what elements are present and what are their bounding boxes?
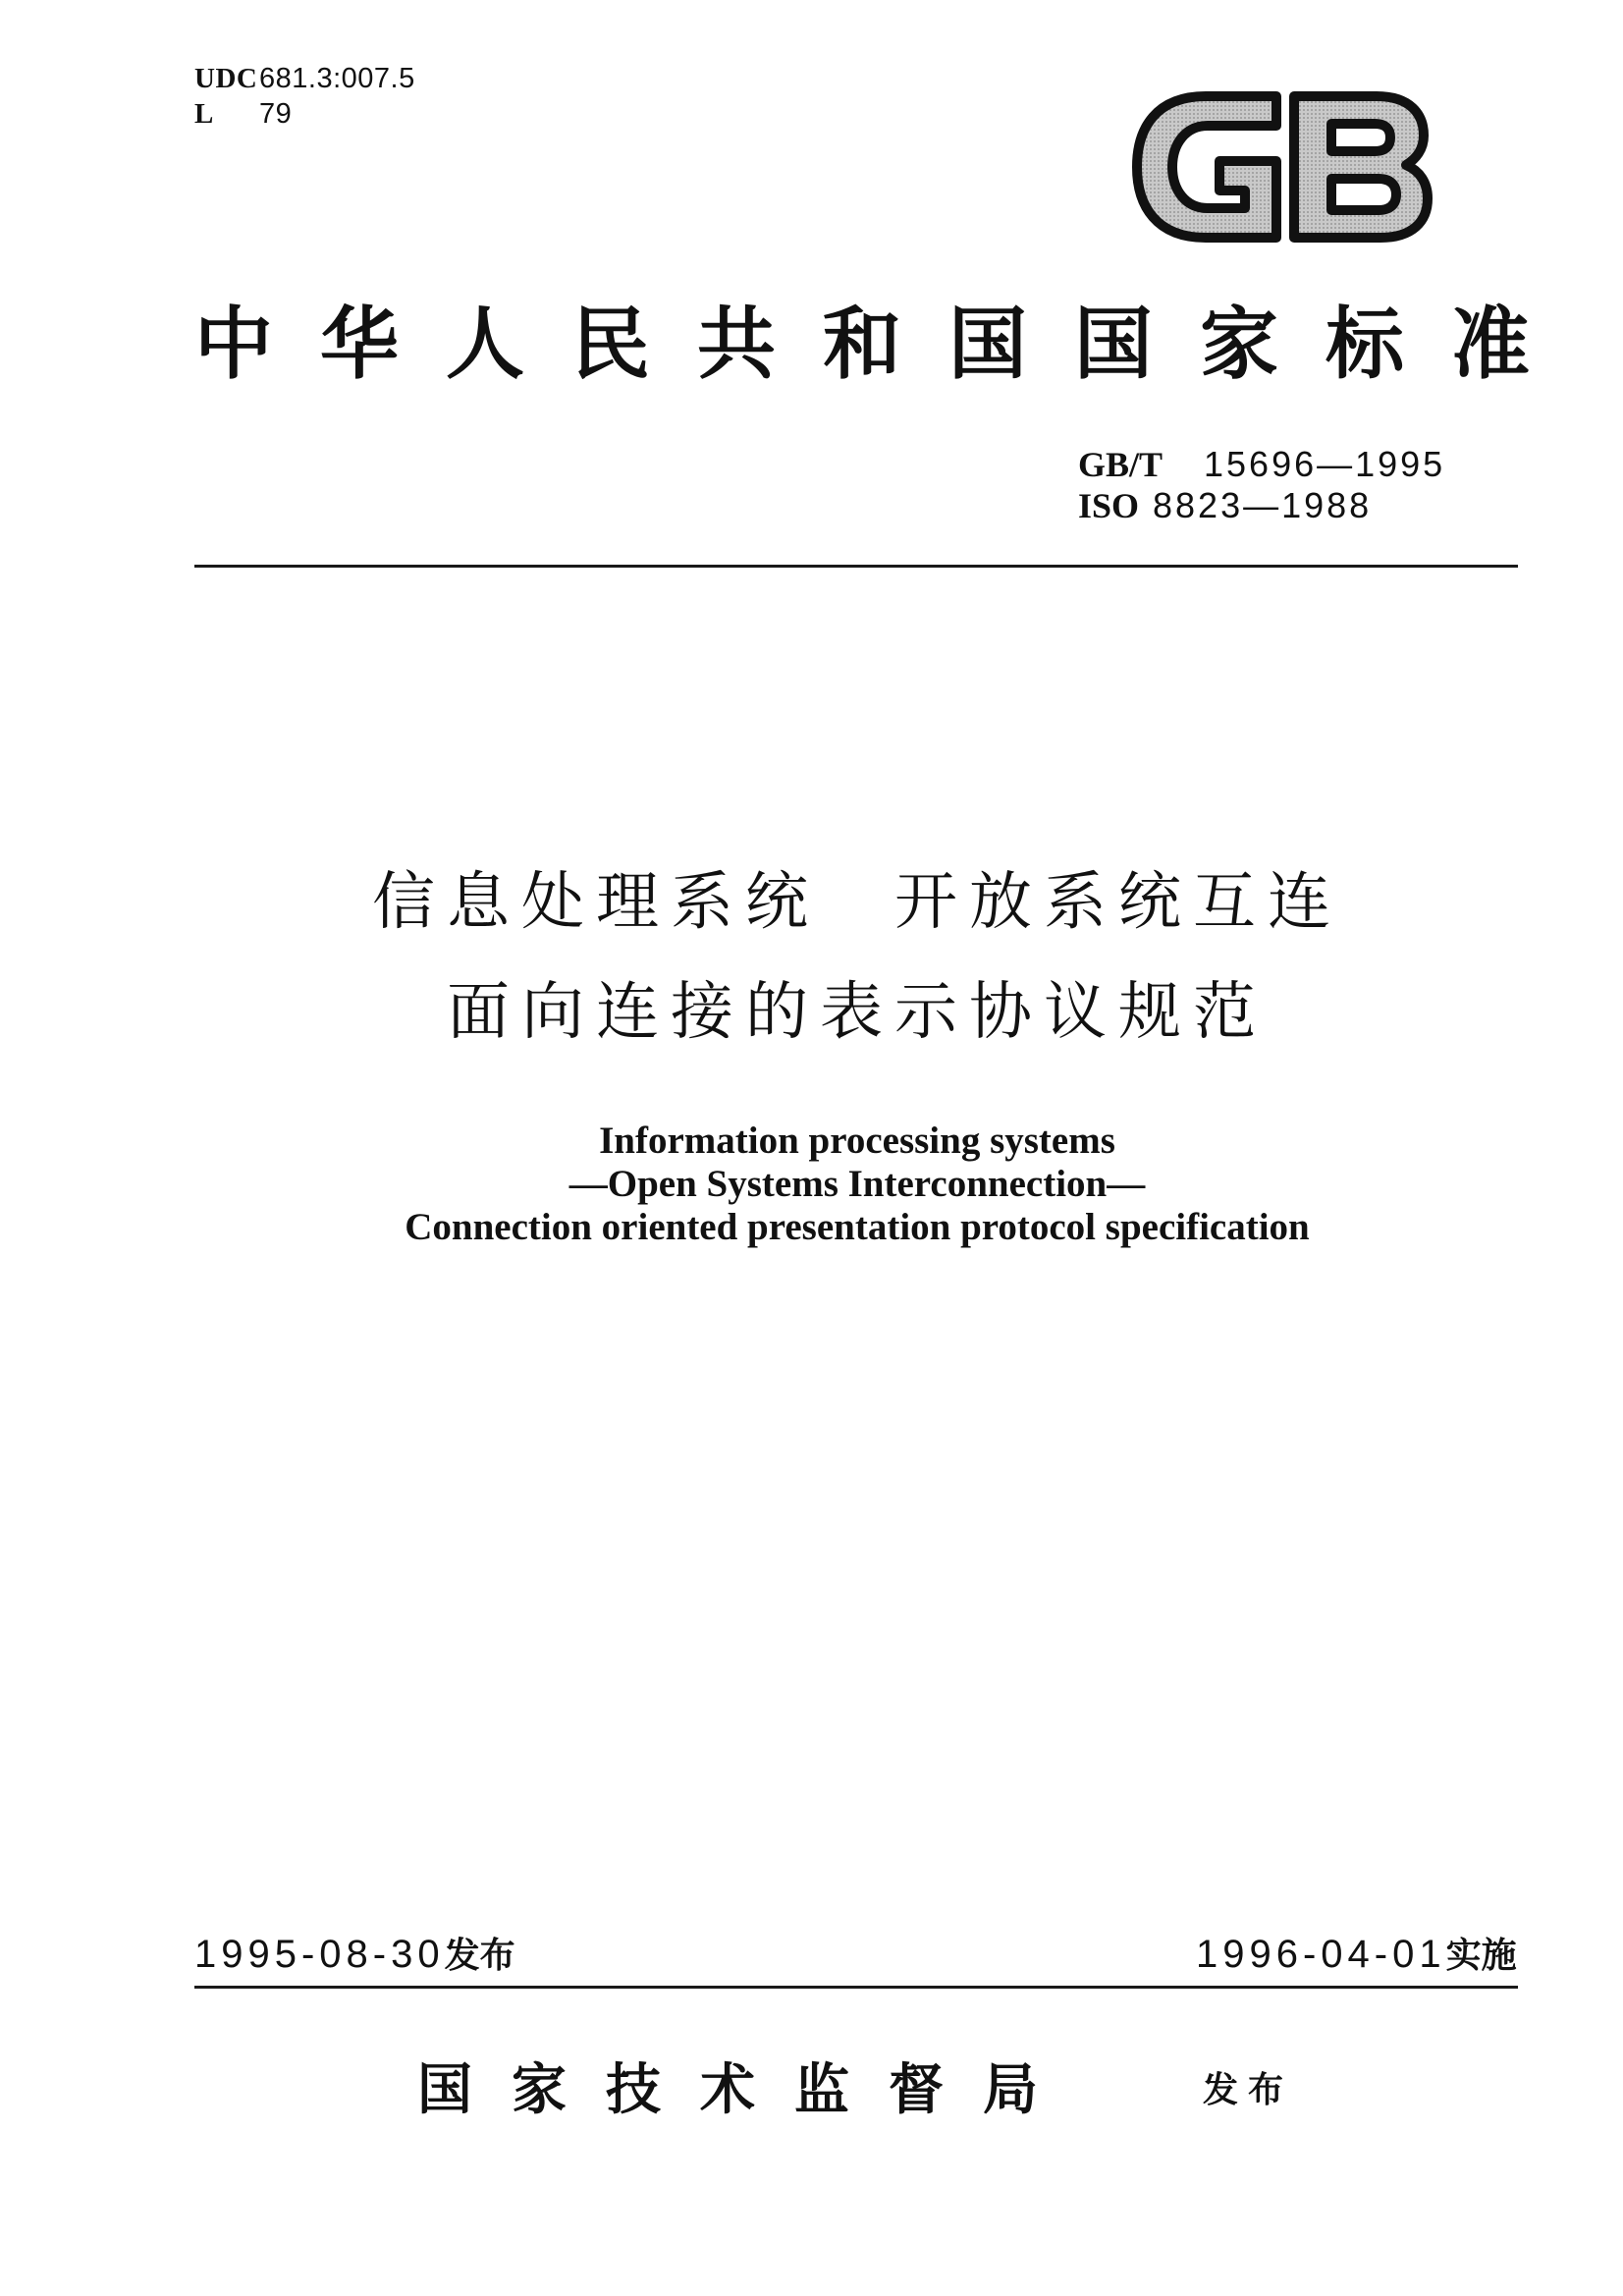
english-title-line-1: Information processing systems — [599, 1120, 1115, 1162]
logo-letter-b — [1294, 96, 1428, 238]
national-title-char: 华 — [320, 298, 399, 390]
iso-code-label: ISO — [1078, 486, 1140, 525]
gb-logo — [1129, 88, 1434, 246]
english-title-line-3: Connection oriented presentation protocol specification — [405, 1206, 1310, 1248]
national-title-char: 和 — [823, 298, 901, 390]
udc-line — [194, 61, 415, 96]
chinese-title-line-2: 面向连接的表示协议规范 — [447, 976, 1268, 1049]
english-title-line-2: —Open Systems Interconnection— — [568, 1163, 1146, 1205]
gb-code-label: GB/T — [1078, 445, 1163, 484]
national-title-char: 准 — [1451, 298, 1530, 390]
effective-label: 实施 — [1445, 1936, 1517, 1976]
effective-date — [1196, 1931, 1517, 1980]
national-title-char: 中 — [194, 298, 273, 390]
iso-code-number: 8823—1988 — [1153, 485, 1373, 525]
bottom-divider — [194, 1986, 1518, 1989]
national-title-char: 共 — [697, 298, 776, 390]
l-value: 79 — [259, 98, 293, 130]
national-title-char: 国 — [1074, 298, 1153, 390]
national-title-char: 人 — [446, 298, 524, 390]
chinese-title-line-1: 信息处理系统 开放系统互连 — [372, 866, 1342, 939]
release-label: 发布 — [444, 1936, 515, 1976]
issue-label: 发布 — [1203, 2070, 1294, 2110]
national-title-char: 标 — [1325, 298, 1404, 390]
logo-letter-g — [1137, 96, 1276, 238]
national-title-char: 家 — [1200, 298, 1278, 390]
release-date — [194, 1931, 515, 1980]
national-title-char: 民 — [571, 298, 650, 390]
top-divider — [194, 565, 1518, 568]
national-title-char: 国 — [948, 298, 1027, 390]
iso-code-line — [1078, 485, 1445, 526]
effective-date-value: 1996-04-01 — [1196, 1933, 1446, 1976]
release-date-value: 1995-08-30 — [194, 1933, 445, 1976]
issuing-authority: 国家技术监督局 — [417, 2057, 1077, 2122]
classification-codes — [194, 61, 415, 132]
gb-code-line — [1078, 444, 1445, 485]
udc-label: UDC — [194, 63, 258, 94]
l-label: L — [194, 98, 214, 130]
l-line — [194, 96, 415, 132]
udc-value: 681.3:007.5 — [259, 63, 415, 94]
standard-codes — [1078, 444, 1445, 526]
gb-code-number: 15696—1995 — [1204, 444, 1446, 484]
national-standard-title — [194, 295, 1530, 393]
